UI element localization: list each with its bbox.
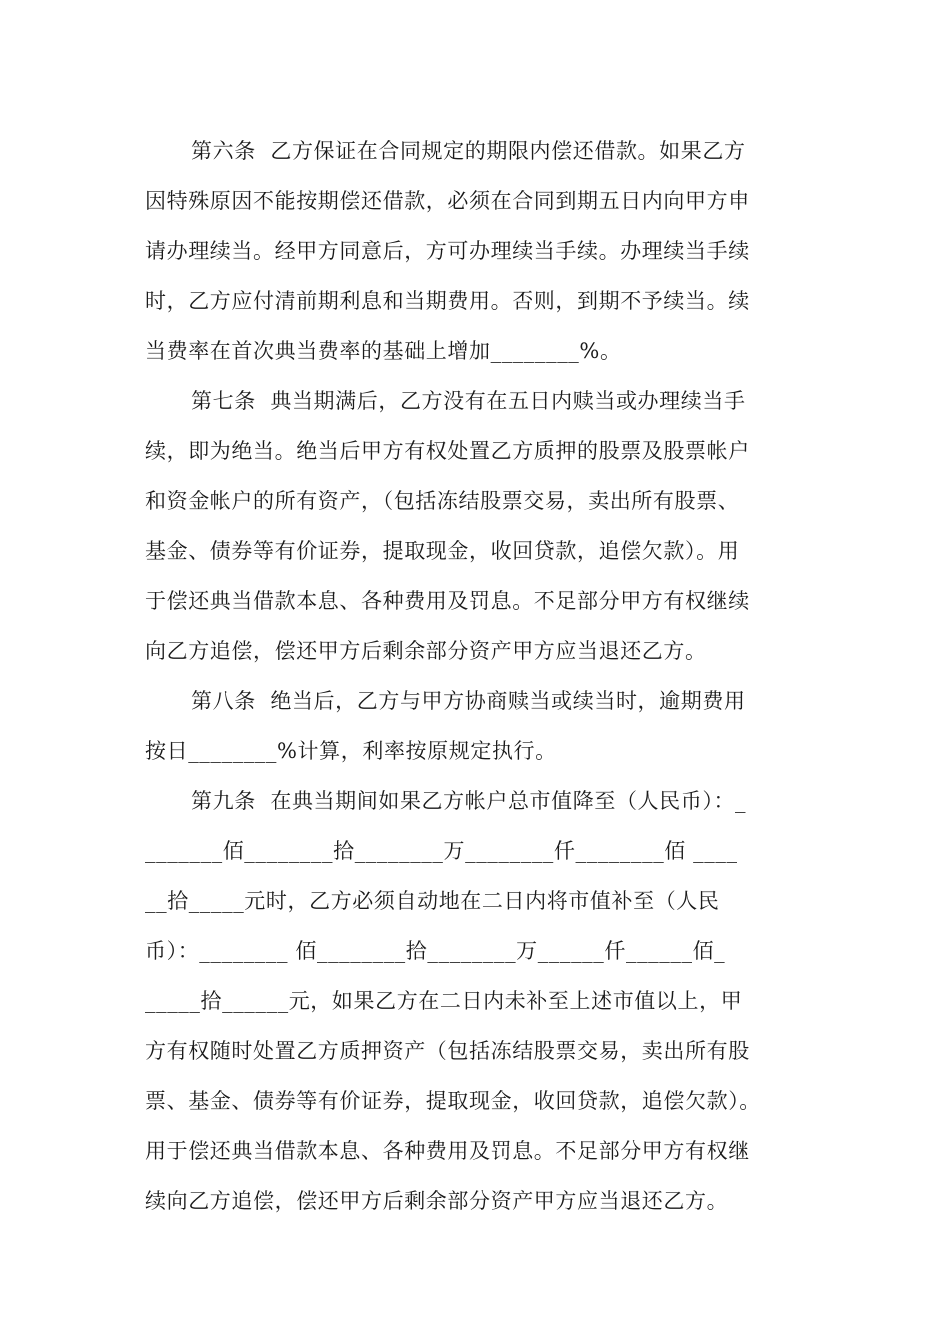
- article-6-line-2: 因特殊原因不能按期偿还借款，必须在合同到期五日内向甲方申: [145, 189, 750, 213]
- article-9-line-2: _______佰________拾________万________仟________佰 ____: [145, 839, 738, 863]
- article-9-line-3: __拾_____元时，乙方必须自动地在二日内将市值补至（人民: [145, 889, 720, 913]
- article-9-line-4: 币）：________ 佰________拾________万______仟______佰_: [145, 939, 726, 963]
- article-9-line-5: _____拾______元，如果乙方在二日内未补至上述市值以上，甲: [145, 989, 743, 1013]
- article-8-line-2: 按日________%计算，利率按原规定执行。: [145, 739, 557, 763]
- article-6-line-4: 时，乙方应付清前期利息和当期费用。否则，到期不予续当。续: [145, 289, 750, 313]
- article-9-line-9: 续向乙方追偿，偿还甲方后剩余部分资产甲方应当退还乙方。: [145, 1189, 729, 1213]
- article-9-line-8: 用于偿还典当借款本息、各种费用及罚息。不足部分甲方有权继: [145, 1139, 750, 1163]
- article-9-line-6: 方有权随时处置乙方质押资产（包括冻结股票交易，卖出所有股: [145, 1039, 750, 1063]
- article-7-line-3: 和资金帐户的所有资产，（包括冻结股票交易，卖出所有股票、: [145, 489, 740, 513]
- article-6-line-3: 请办理续当。经甲方同意后，方可办理续当手续。办理续当手续: [145, 239, 750, 263]
- article-7-line-5: 于偿还典当借款本息、各种费用及罚息。不足部分甲方有权继续: [145, 589, 750, 613]
- article-8-line-1: 第八条 绝当后，乙方与甲方协商赎当或续当时，逾期费用: [191, 689, 746, 713]
- article-9-line-1: 第九条 在典当期间如果乙方帐户总市值降至（人民币）：_: [191, 789, 747, 813]
- article-6-line-1: 第六条 乙方保证在合同规定的期限内偿还借款。如果乙方: [191, 139, 746, 163]
- article-7-line-6: 向乙方追偿，偿还甲方后剩余部分资产甲方应当退还乙方。: [145, 639, 707, 663]
- article-6-line-5: 当费率在首次典当费率的基础上增加________%。: [145, 339, 622, 363]
- article-7-line-1: 第七条 典当期满后，乙方没有在五日内赎当或办理续当手: [191, 389, 746, 413]
- article-7-line-4: 基金、债券等有价证券，提取现金，收回贷款，追偿欠款）。用: [145, 539, 740, 563]
- article-7-line-2: 续，即为绝当。绝当后甲方有权处置乙方质押的股票及股票帐户: [145, 439, 750, 463]
- article-9-line-7: 票、基金、债券等有价证券，提取现金，收回贷款，追偿欠款）。: [145, 1089, 761, 1113]
